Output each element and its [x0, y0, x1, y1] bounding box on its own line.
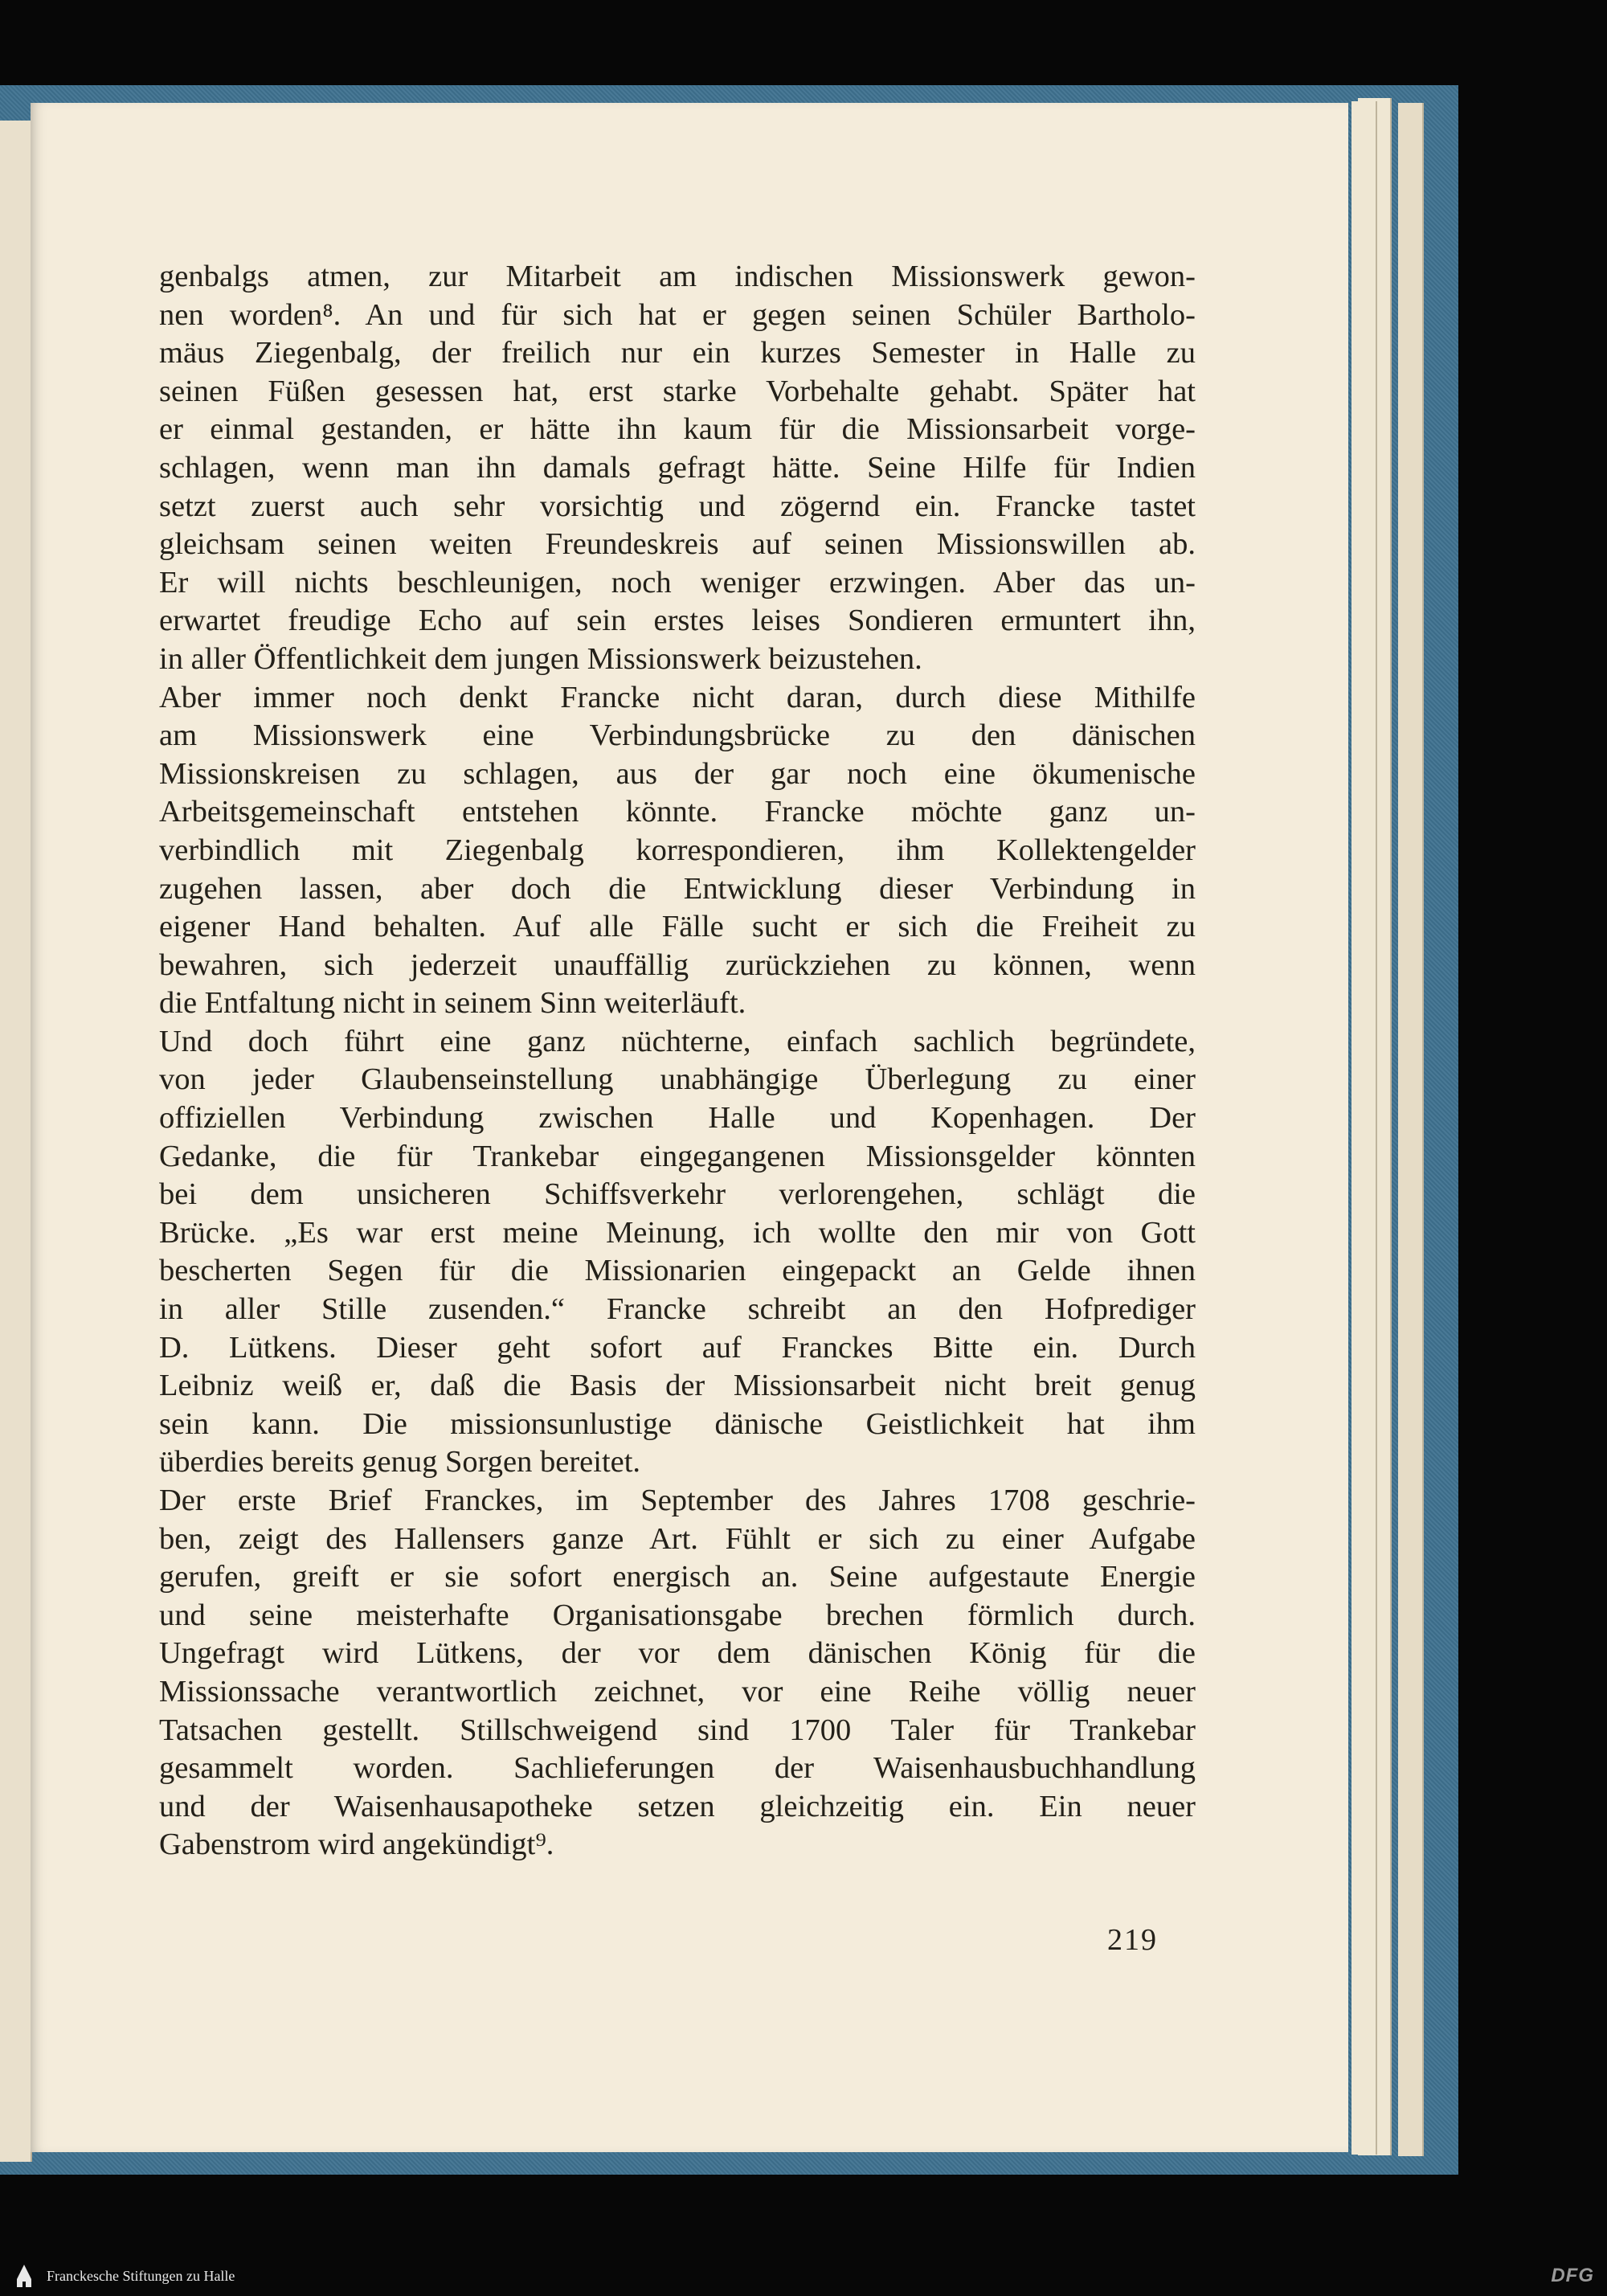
text-line: in aller Öffentlichkeit dem jungen Missionswerk beizustehen. [159, 641, 922, 676]
text-line: Und doch führt eine ganz nüchterne, einfach sachlich begründete, [159, 1024, 1196, 1058]
text-line: bewahren, sich jederzeit unauffällig zurückziehen zu können, wenn [159, 947, 1196, 982]
text-line: gesammelt worden. Sachlieferungen der Waisenhausbuchhandlung [159, 1751, 1196, 1786]
text-line: am Missionswerk eine Verbindungsbrücke zu den dänischen [159, 718, 1196, 753]
text-line: erwartet freudige Echo auf sein erstes leises Sondieren ermuntert ihn, [159, 604, 1196, 638]
text-line: Tatsachen gestellt. Stillschweigend sind 1700 Taler für Trankebar [159, 1713, 1196, 1747]
text-line: setzt zuerst auch sehr vorsichtig und zögernd ein. Francke tastet [159, 489, 1196, 523]
text-line: Aber immer noch denkt Francke nicht daran, durch diese Mithilfe [159, 680, 1196, 714]
text-line: Missionskreisen zu schlagen, aus der gar noch eine ökumenische [159, 756, 1196, 791]
dfg-logo: DFG [1551, 2265, 1594, 2286]
text-line: mäus Ziegenbalg, der freilich nur ein kurzes Semester in Halle zu [159, 336, 1196, 370]
institution-label: Franckesche Stiftungen zu Halle [47, 2268, 235, 2284]
text-line: verbindlich mit Ziegenbalg korrespondieren, ihm Kollektengelder [159, 833, 1196, 867]
text-line: nen worden⁸. An und für sich hat er gegen seinen Schüler Bartholo- [159, 297, 1196, 332]
text-line: Missionssache verantwortlich zeichnet, vor eine Reihe völlig neuer [159, 1674, 1196, 1709]
text-line: zugehen lassen, aber doch die Entwicklung dieser Verbindung in [159, 871, 1196, 906]
text-line: sein kann. Die missionsunlustige dänische Geistlichkeit hat ihm [159, 1406, 1196, 1441]
text-line: Gabenstrom wird angekündigt⁹. [159, 1827, 554, 1862]
viewer-footer [0, 2257, 1607, 2296]
franckesche-stiftungen-logo-icon [14, 2263, 34, 2289]
page-stack-edge [1398, 103, 1424, 2156]
text-line: in aller Stille zusenden.“ Francke schreibt an den Hofprediger [159, 1292, 1196, 1327]
text-line: Ungefragt wird Lütkens, der vor dem dänischen König für die [159, 1636, 1196, 1671]
text-line: überdies bereits genug Sorgen bereitet. [159, 1445, 641, 1480]
text-line: ben, zeigt des Hallensers ganze Art. Fühlt er sich zu einer Aufgabe [159, 1521, 1196, 1556]
text-line: und der Waisenhausapotheke setzen gleichzeitig ein. Ein neuer [159, 1789, 1196, 1823]
page-stack-edge [1351, 101, 1377, 2155]
page-number: 219 [1107, 1923, 1158, 1957]
text-line: Leibniz weiß er, daß die Basis der Missionsarbeit nicht breit genug [159, 1369, 1196, 1403]
text-line: Arbeitsgemeinschaft entstehen könnte. Francke möchte ganz un- [159, 795, 1196, 829]
text-line: bescherten Segen für die Missionarien eingepackt an Gelde ihnen [159, 1254, 1196, 1288]
text-line: und seine meisterhafte Organisationsgabe brechen förmlich durch. [159, 1598, 1196, 1632]
text-line: Er will nichts beschleunigen, noch weniger erzwingen. Aber das un- [159, 565, 1196, 600]
text-line: er einmal gestanden, er hätte ihn kaum für die Missionsarbeit vorge- [159, 412, 1196, 447]
text-line: die Entfaltung nicht in seinem Sinn weiterläuft. [159, 986, 746, 1021]
text-line: D. Lütkens. Dieser geht sofort auf Franckes Bitte ein. Durch [159, 1330, 1196, 1365]
book-page [31, 103, 1348, 2152]
text-line: offiziellen Verbindung zwischen Halle und Kopenhagen. Der [159, 1101, 1196, 1136]
text-line: eigener Hand behalten. Auf alle Fälle sucht er sich die Freiheit zu [159, 910, 1196, 944]
text-line: Der erste Brief Franckes, im September des Jahres 1708 geschrie- [159, 1484, 1196, 1517]
text-line: Gedanke, die für Trankebar eingegangenen Missionsgelder könnten [159, 1139, 1196, 1173]
text-line: gleichsam seinen weiten Freundeskreis auf seinen Missionswillen ab. [159, 527, 1196, 562]
text-line: seinen Füßen gesessen hat, erst starke Vorbehalte gehabt. Später hat [159, 374, 1196, 408]
text-line: gerufen, greift er sie sofort energisch an. Seine aufgestaute Energie [159, 1560, 1196, 1594]
text-line: genbalgs atmen, zur Mitarbeit am indischen Missionswerk gewon- [159, 260, 1196, 293]
body-text [159, 258, 1196, 1864]
text-line: bei dem unsicheren Schiffsverkehr verlorengehen, schlägt die [159, 1177, 1196, 1212]
text-line: Brücke. „Es war erst meine Meinung, ich wollte den mir von Gott [159, 1215, 1196, 1250]
text-line: von jeder Glaubenseinstellung unabhängige Überlegung zu einer [159, 1062, 1196, 1097]
text-line: schlagen, wenn man ihn damals gefragt hätte. Seine Hilfe für Indien [159, 450, 1196, 485]
left-page-edge [0, 121, 32, 2162]
